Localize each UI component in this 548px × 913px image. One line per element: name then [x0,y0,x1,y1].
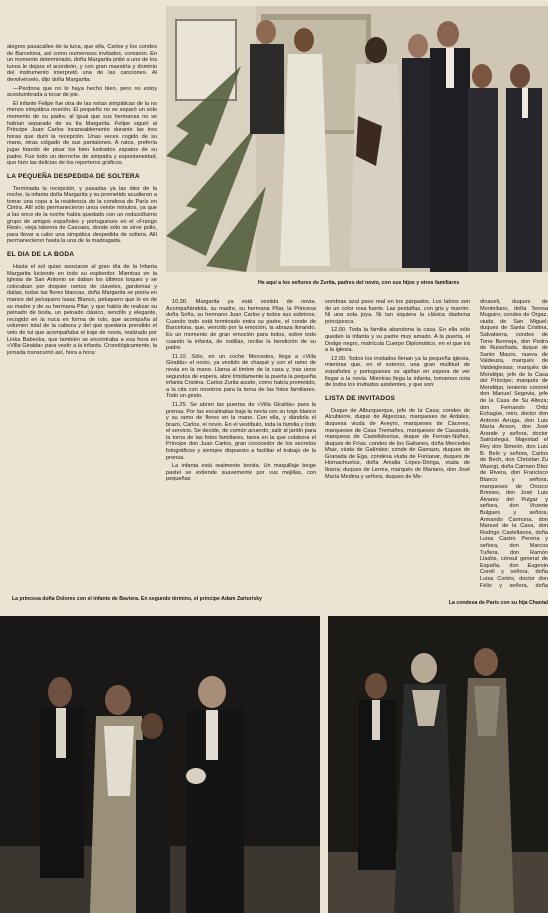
column-2 [166,299,316,589]
section-heading: LA PEQUEÑA DESPEDIDA DE SOLTERA [7,172,140,180]
col1-paragraph: alegres pasacalles de la tuna, que ella, Carlos y los condes de Barcelona, así como numerosos invitados, corearon. En un momento determinado, doña Margarita pidió a uno de los tunos le dejara el acordeón, y con gran maestría y dominio del instrumento interpretó una de las canciones. Al devolvérselo, dijo doña Margarita: [7,44,157,83]
col1-paragraph: El infante Felipe fue otra de las notas simpáticas de la no menos simpática reunión. El pequeño no se separó un solo momento de su padre, al igual que sus hermanas no se habían separado de su tía Margarita. Felipe siguió al Príncipe Juan Carlos incansablemente durante las tres horas que duró la recepción. Unas veces cogido de su mano, otras colgado de sus pantalones. A ratos, prefería jugar tirando de pisar los bien lustrados zapatos de su padre. Fue todo un derroche de simpatía y espontaneidad, que hizo las delicias de los reporteros gráficos. [7,100,157,167]
family-group-photo [166,6,548,272]
column-4 [480,299,548,589]
col1-paragraph: Hasta el sol quiso asociarse al gran día de la Infanta Margarita luciendo en todo su esplendor. Mientras en la iglesia de San Antonio se daban los últimos toques y se colocaban por doquier ramos de claveles, gardenias y dalias, todas las flores blancas, doña Margarita se ponía en manos del peluquero Isaac Blanco, peluquero que lo es de su madre y de su hermana Pilar, y que había de realizar su peinado de boda, un peinado clásico, sencillo y elegante, recogido en la nuca en forma de rulo, que acompaña al volumen total de la cabeza y del que quedaría prendido el velo de tul que acompañaba el traje de novia, realizado por Linka Babecka, que también se encontraba a esa hora en «Villa Giralda» para vestir a la infanta. Cronológicamente, la jornada transcurrió así, hora a hora: [7,264,157,356]
col1-paragraph: —Perdona que no lo haya hecho bien, pero no estoy acostumbrada a tocar de pie. [7,85,157,99]
princess-dolores-photo [0,616,320,913]
col3-paragraph: 12.00. Todos los invitados llenan ya la pequeña iglesia, mientras que, en el exterior, una gran multitud de españoles y portugueses se apiñan en espera de ver llegar a la novia. Mientras llega la infanta, tomamos nota de todos los invitados asistentes, y que son: [325,355,470,389]
section-heading: EL DIA DE LA BODA [7,251,75,259]
col3-paragraph: sombras azul pavo real en los párpados. Los labios son de un color rosa fuerte. Las pestañas, con gris y marrón. Ni una sola joya. Ni tan siquiera la clásica diadema principesca. [325,299,470,325]
condesa-paris-photo [328,616,548,913]
bottom-left-caption: La princesa doña Dolores con el infante de Baviera. En segundo término, el príncipe Adam Zartorisky [12,596,263,602]
col3-paragraph: 12.00. Toda la familia abandona la casa. En ella sólo queden la infanta y su padre muy amado. A la puerta, el Dodge negro, matrícula Cuerpo Diplomático, en el que irá a la iglesia. [325,327,470,354]
column-1 [7,44,157,598]
col2-paragraph: La infanta está realmente bonita. Un maquillaje beige pastel se extiende suavemente por sus mejillas, con pequeñas [166,463,316,483]
bottom-right-caption: La condesa de París con su hija Chantal [448,600,548,606]
col4-paragraph: dinaceli, duques de Montellano, doña Teresa Muguiro; condes de Orgaz, viuda de San Miguel; duques de Santa Cristina, Salvatierra, condes de Torre Bermeja, don Pedro de Ruiseñada, duque de Santo Mauro, nueva de Valdeuza, marqués de Valdeiglesias; marqués de Mondéjar, jefe de la Casa del Príncipe; marqués de Mondéjar, teniente coronel don Manuel Segovia, jefe de la Casa de Su Alteza; don Fernando Ortiz Echagüe, reiro, doctor don Antonio Arruga, don Luis María Anson, don José Arande y señora, doctor Satrústegui, Majestad el Rey don Simeón, don Luis B. Belo y señora, Carlos de Bech, don Christian Zu Wuergt, doña Carmen Díez de Rivera, don Francisco Blanco y señora, marqueses de Orozco Briones, don José Luis Álvarez del Pulgar y señora, don Vicente Bulgues y señora, Armando Carmona, don Manuel de la Casa, don Rodrigo Castellanos, doña Luisa Castro Pereira y señora, don Marcos Tuñera, don Ramón Lladós, cónsul general de España, don Eugenio Corell y señora, doña Luisa Cortés, doctor don Félix y señora, doña [480,299,548,589]
column-3 [325,299,470,589]
col2-paragraph: 11.10. Sólo, en un coche Mercedes, llega a «Villa Giralda» el novio, ya vestido de chaqué y con el ramo de novia en la mano. Llama al timbre de la casa y, tras unos segundos de espera, abre tímidamente la puerta la pequeña infanta Cristina. Carlos Zurita acude, como había prometido, a la cita con nosotros para la toma de las fotos familiares. Todo un gesto. [166,353,316,400]
col3-paragraph: Duque de Alburquerque, jefe de la Casa; condes de Alcubierre, duque de Algeciras, marqueses de Ardales, duquesa viuda de Aveyro, marqueses de Cáceres, marqueses de Casa Tremañes, marqueses de Casasola, marquesa de Castelldosrius, duque de Fernán-Núñez, duques de Frías, condes de los Gaitanes, doña Mercedes Maiz, viuda de Galíndez; conde de Gamazo, duques de Granada de Ega, condesa viuda de Fontanar, duques de Hornachuelos, doña Amalia López-Dóriga, viuda de Ibarra; duques de Lerma, marqués de Mariano, don José María Medina y señora, duques de Me- [325,407,470,480]
col2-paragraph: 11.25. Se abren las puertas de «Villa Giralda» para la prensa. Por las escalinatas baja la novia con su traje blanco y su ramo de flores en la mano. Con ella, y dándola el brazo, Carlos, el novio. En el vestíbulo, toda la familia y todo el servicio. Se decide, de común acuerdo, salir al jardín para la toma de las fotos familiares, tarea en la que colabora el Príncipe don Juan Carlos, gran conocedor de los secretos fotográficos y siempre dispuesto a facilitar el trabajo de la prensa. [166,401,316,461]
col2-paragraph: 10.30. Margarita ya está vestida de novia. Acompañándola, su madre, su hermana Pilar, la Princesa doña Sofía, su hermano Juan Carlos y todos sus sobrinos. Cuando todo está terminado entra su padre, el conde de Barcelona, que, vencido por la emoción, la abraza llorando. Es un momento de gran emoción para todos, sobre todo cuando la infanta, de rodillas, recibe la bendición de su padre. [166,299,316,352]
section-heading: LISTA DE INVITADOS [325,394,396,402]
top-photo-caption: He aquí a los señores de Zurita, padres del novio, con sus hijos y otros familiares [258,280,460,286]
col1-paragraph: Terminada la recepción, y pasadas ya las diez de la noche, la infanta doña Margarita y su prometido acudieron a tomar una copa a la residencia de la condesa de París en Cintra. Allí sólo permanecieron unos veinte minutos, ya que a las once de la noche había quedado con un reducidísimo grupo de amigos españoles y portugueses en el «Frango Real», vieja taberna de Cascaes, donde sólo se sirve pollo, para llevar a cabo una simpática despedida de soltera. Allí permanecieron hasta la una de la madrugada. [7,185,157,245]
